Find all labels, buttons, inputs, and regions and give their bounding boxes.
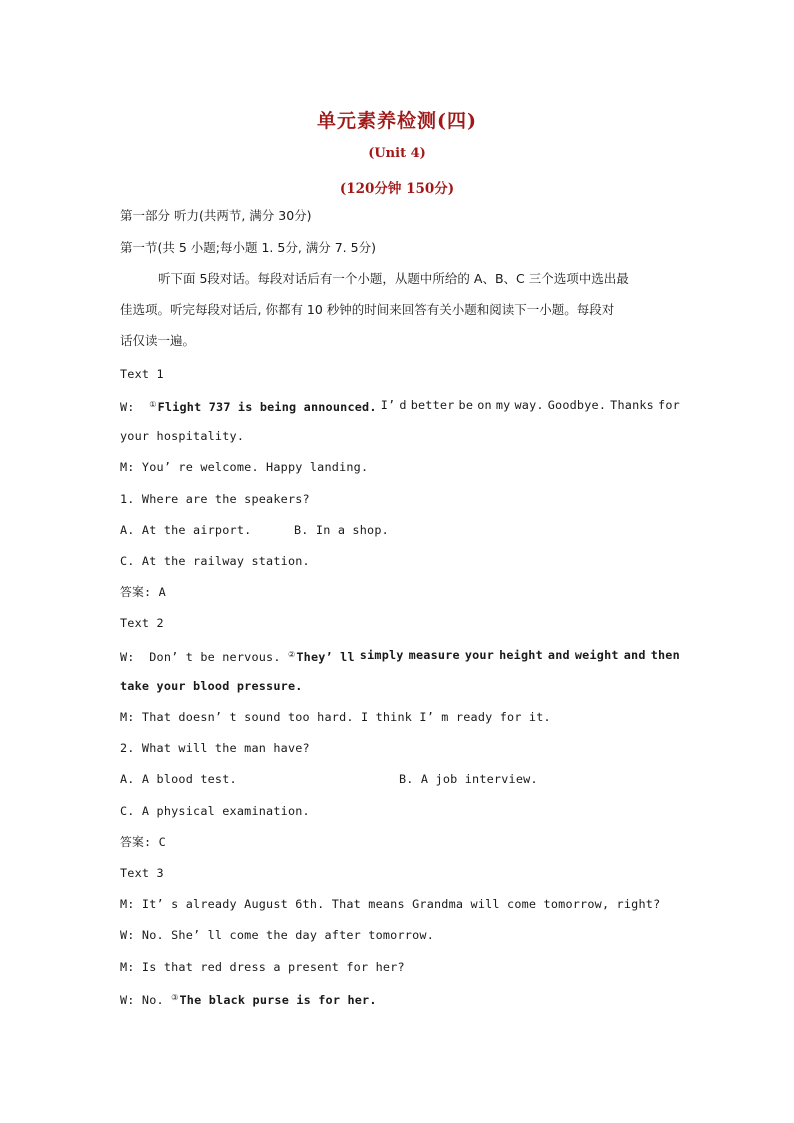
marker-3: ③ [171,993,179,1002]
text1-woman-line [120,397,680,415]
text1-w-word: Goodbye. [547,398,607,412]
speaker-w: W: Don’ t be nervous. [120,650,288,664]
speaker-w: W: [120,400,150,414]
option-a: A. A blood test. [120,772,237,786]
part-heading: 第一部分 听力(共两节, 满分 30分) [120,208,312,223]
text1-w-word: for [658,398,680,412]
option-b: B. In a shop. [294,523,389,537]
time-score: (120分钟 150分) [339,181,455,197]
text2-label: Text 2 [120,616,164,630]
section-heading: 第一节(共 5 小题;每小题 1. 5分, 满分 7. 5分) [120,240,376,255]
answer-2: 答案: C [120,835,166,849]
text3-line-2: W: No. She’ ll come the day after tomorrow. [120,928,434,942]
option-b: B. A job interview. [399,772,538,786]
text1-w-word: better [410,398,455,412]
highlight-2-word: simply [359,648,404,662]
text1-woman-start [120,397,377,415]
text2-woman-line [120,647,680,665]
question-1-options [120,522,680,538]
text1-w-word: I’ [380,398,396,412]
question-2-options [120,771,680,787]
highlight-2: They’ ll [296,650,355,664]
page-title: 单元素养检测(四) [317,110,477,132]
text1-woman-line-2: your hospitality. [120,429,245,443]
text1-w-word: d [399,398,407,412]
highlight-2-word: and [623,648,646,662]
text1-w-word: be [458,398,474,412]
highlight-2-word: then [650,648,680,662]
answer-1: 答案: A [120,585,166,599]
highlight-2-word: height [499,648,543,662]
text1-w-word: on [477,398,492,412]
instructions-line-2: 佳选项。听完每段对话后, 你都有 10 秒钟的时间来回答有关小题和阅读下一小题。每段对 [120,302,615,317]
text3-line-3: M: Is that red dress a present for her? [120,960,405,974]
text1-w-word: my [495,398,511,412]
question-1: 1. Where are the speakers? [120,492,310,506]
text2-woman-start [120,647,355,665]
marker-2: ② [287,650,296,659]
highlight-2-word: measure [408,648,460,662]
option-c: C. A physical examination. [120,804,310,818]
highlight-2-word: weight [574,648,619,662]
text2-woman-line-2: take your blood pressure. [120,679,303,693]
text1-w-word: way. [514,398,544,412]
text1-man-line: M: You’ re welcome. Happy landing. [120,460,369,474]
option-c: C. At the railway station. [120,554,310,568]
unit-label: (Unit 4) [368,146,426,161]
marker-1: ① [149,400,157,409]
text3-line-1: M: It’ s already August 6th. That means Grandma will come tomorrow, right? [120,897,661,911]
speaker-w: W: No. [120,993,172,1007]
highlight-2-word: and [547,648,570,662]
highlight-1: Flight 737 is being announced. [157,400,377,414]
text3-label: Text 3 [120,866,164,880]
highlight-3: The black purse is for her. [179,993,377,1007]
text1-w-word: Thanks [610,398,654,412]
instructions-line-1: 听下面 5段对话。每段对话后有一个小题，从题中所给的 A、B、C 三个选项中选出最 [158,271,629,286]
text1-label: Text 1 [120,367,164,381]
highlight-2-word: your [464,648,495,662]
option-a: A. At the airport. [120,523,252,537]
text2-man-line: M: That doesn’ t sound too hard. I think I’ m ready for it. [120,710,551,724]
text3-line-4 [120,990,680,1008]
question-2: 2. What will the man have? [120,741,310,755]
instructions-line-3: 话仅读一遍。 [120,333,196,348]
